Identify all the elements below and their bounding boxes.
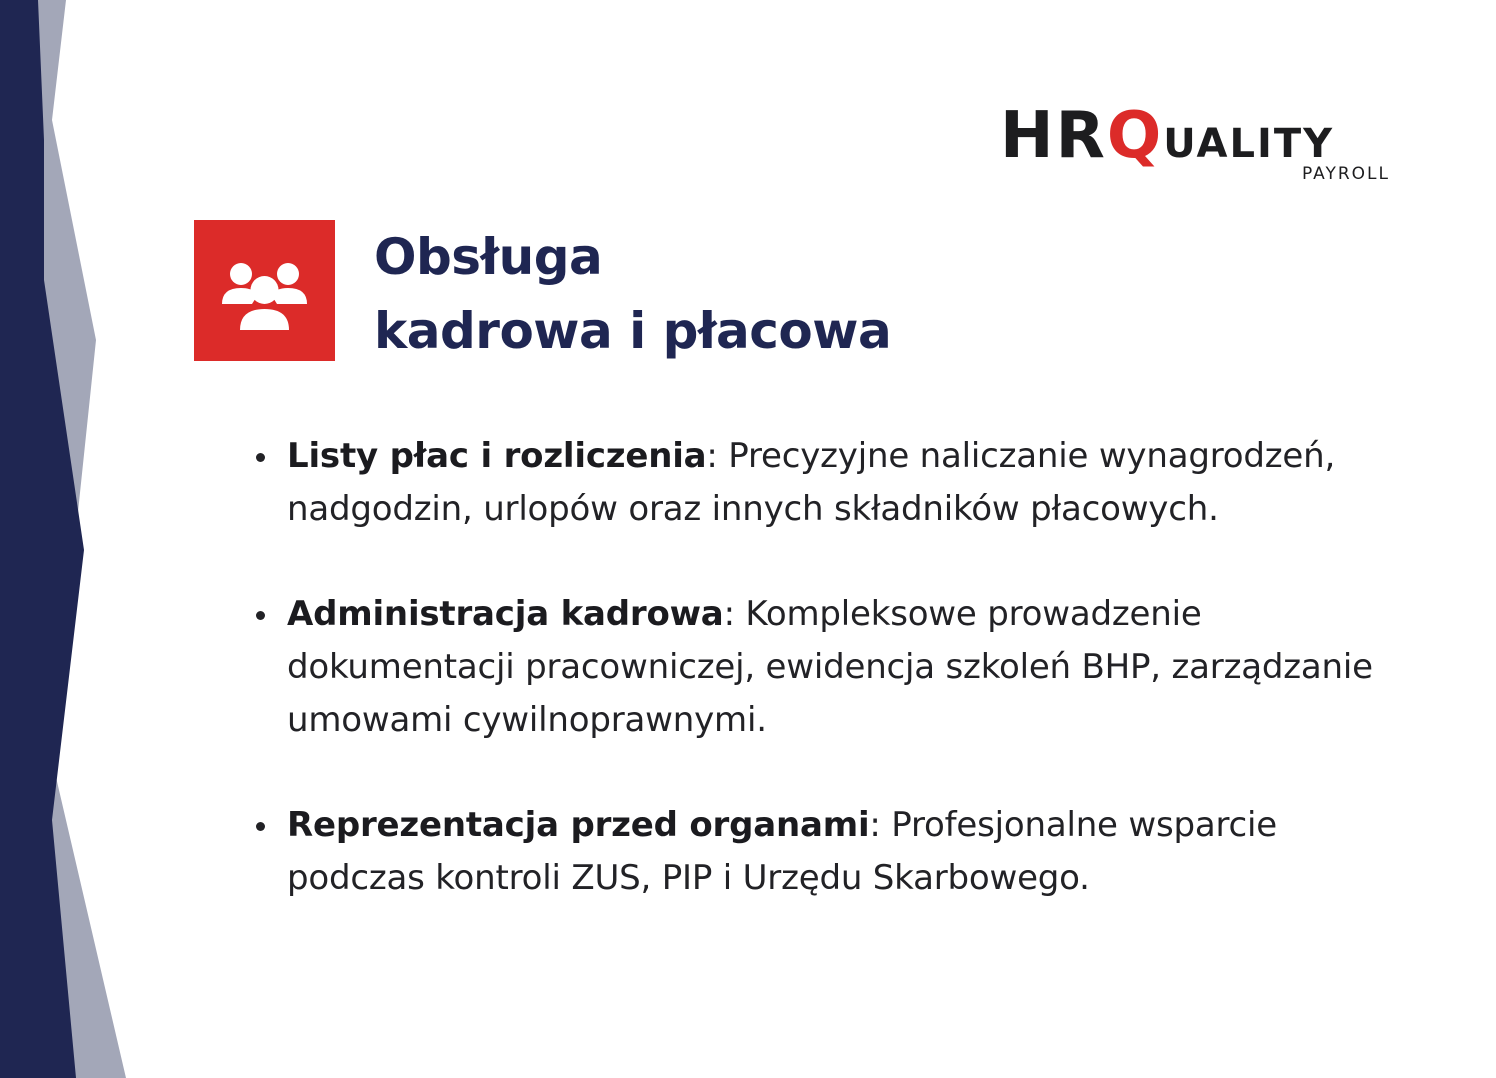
logo-letters-uality: UALITY: [1163, 121, 1335, 167]
bullet-separator: :: [723, 594, 735, 634]
bullet-separator: :: [869, 805, 881, 845]
bullet-description: Kompleksowe prowadzenie dokumentacji pracowniczej, ewidencja szkoleń BHP, zarządzanie umowami cywilnoprawnymi.: [287, 594, 1373, 740]
bullet-separator: :: [706, 436, 718, 476]
logo-letter-r: R: [1055, 99, 1107, 173]
bullet-dot: [256, 611, 265, 620]
section-title-line-1: Obsługa: [374, 228, 603, 286]
bullet-term: Listy płac i rozliczenia: [287, 436, 707, 476]
bullet-term: Administracja kadrowa: [287, 594, 724, 634]
bullet-item-representation: [256, 799, 1416, 905]
logo-letter-h: H: [1000, 99, 1056, 173]
bullet-term: Reprezentacja przed organami: [287, 805, 870, 845]
service-bullet-list: [256, 430, 1416, 957]
bullet-dot: [256, 453, 265, 462]
bullet-description: Profesjonalne wsparcie podczas kontroli ZUS, PIP i Urzędu Skarbowego.: [287, 805, 1278, 898]
side-decoration: [0, 0, 140, 1078]
bullet-item-hr-administration: [256, 588, 1416, 747]
bullet-item-payroll: [256, 430, 1416, 536]
bullet-dot: [256, 822, 265, 831]
people-group-icon: [194, 220, 335, 361]
bullet-description: Precyzyjne naliczanie wynagrodzeń, nadgodzin, urlopów oraz innych składników płacowych.: [287, 436, 1336, 529]
logo-letter-q: Q: [1106, 99, 1164, 173]
logo-subtitle: PAYROLL: [1302, 164, 1390, 184]
section-title-line-2: kadrowa i płacowa: [374, 302, 892, 360]
hrquality-logo: [1000, 100, 1392, 192]
section-title: [374, 220, 891, 368]
logo-wordmark: [1000, 100, 1334, 172]
